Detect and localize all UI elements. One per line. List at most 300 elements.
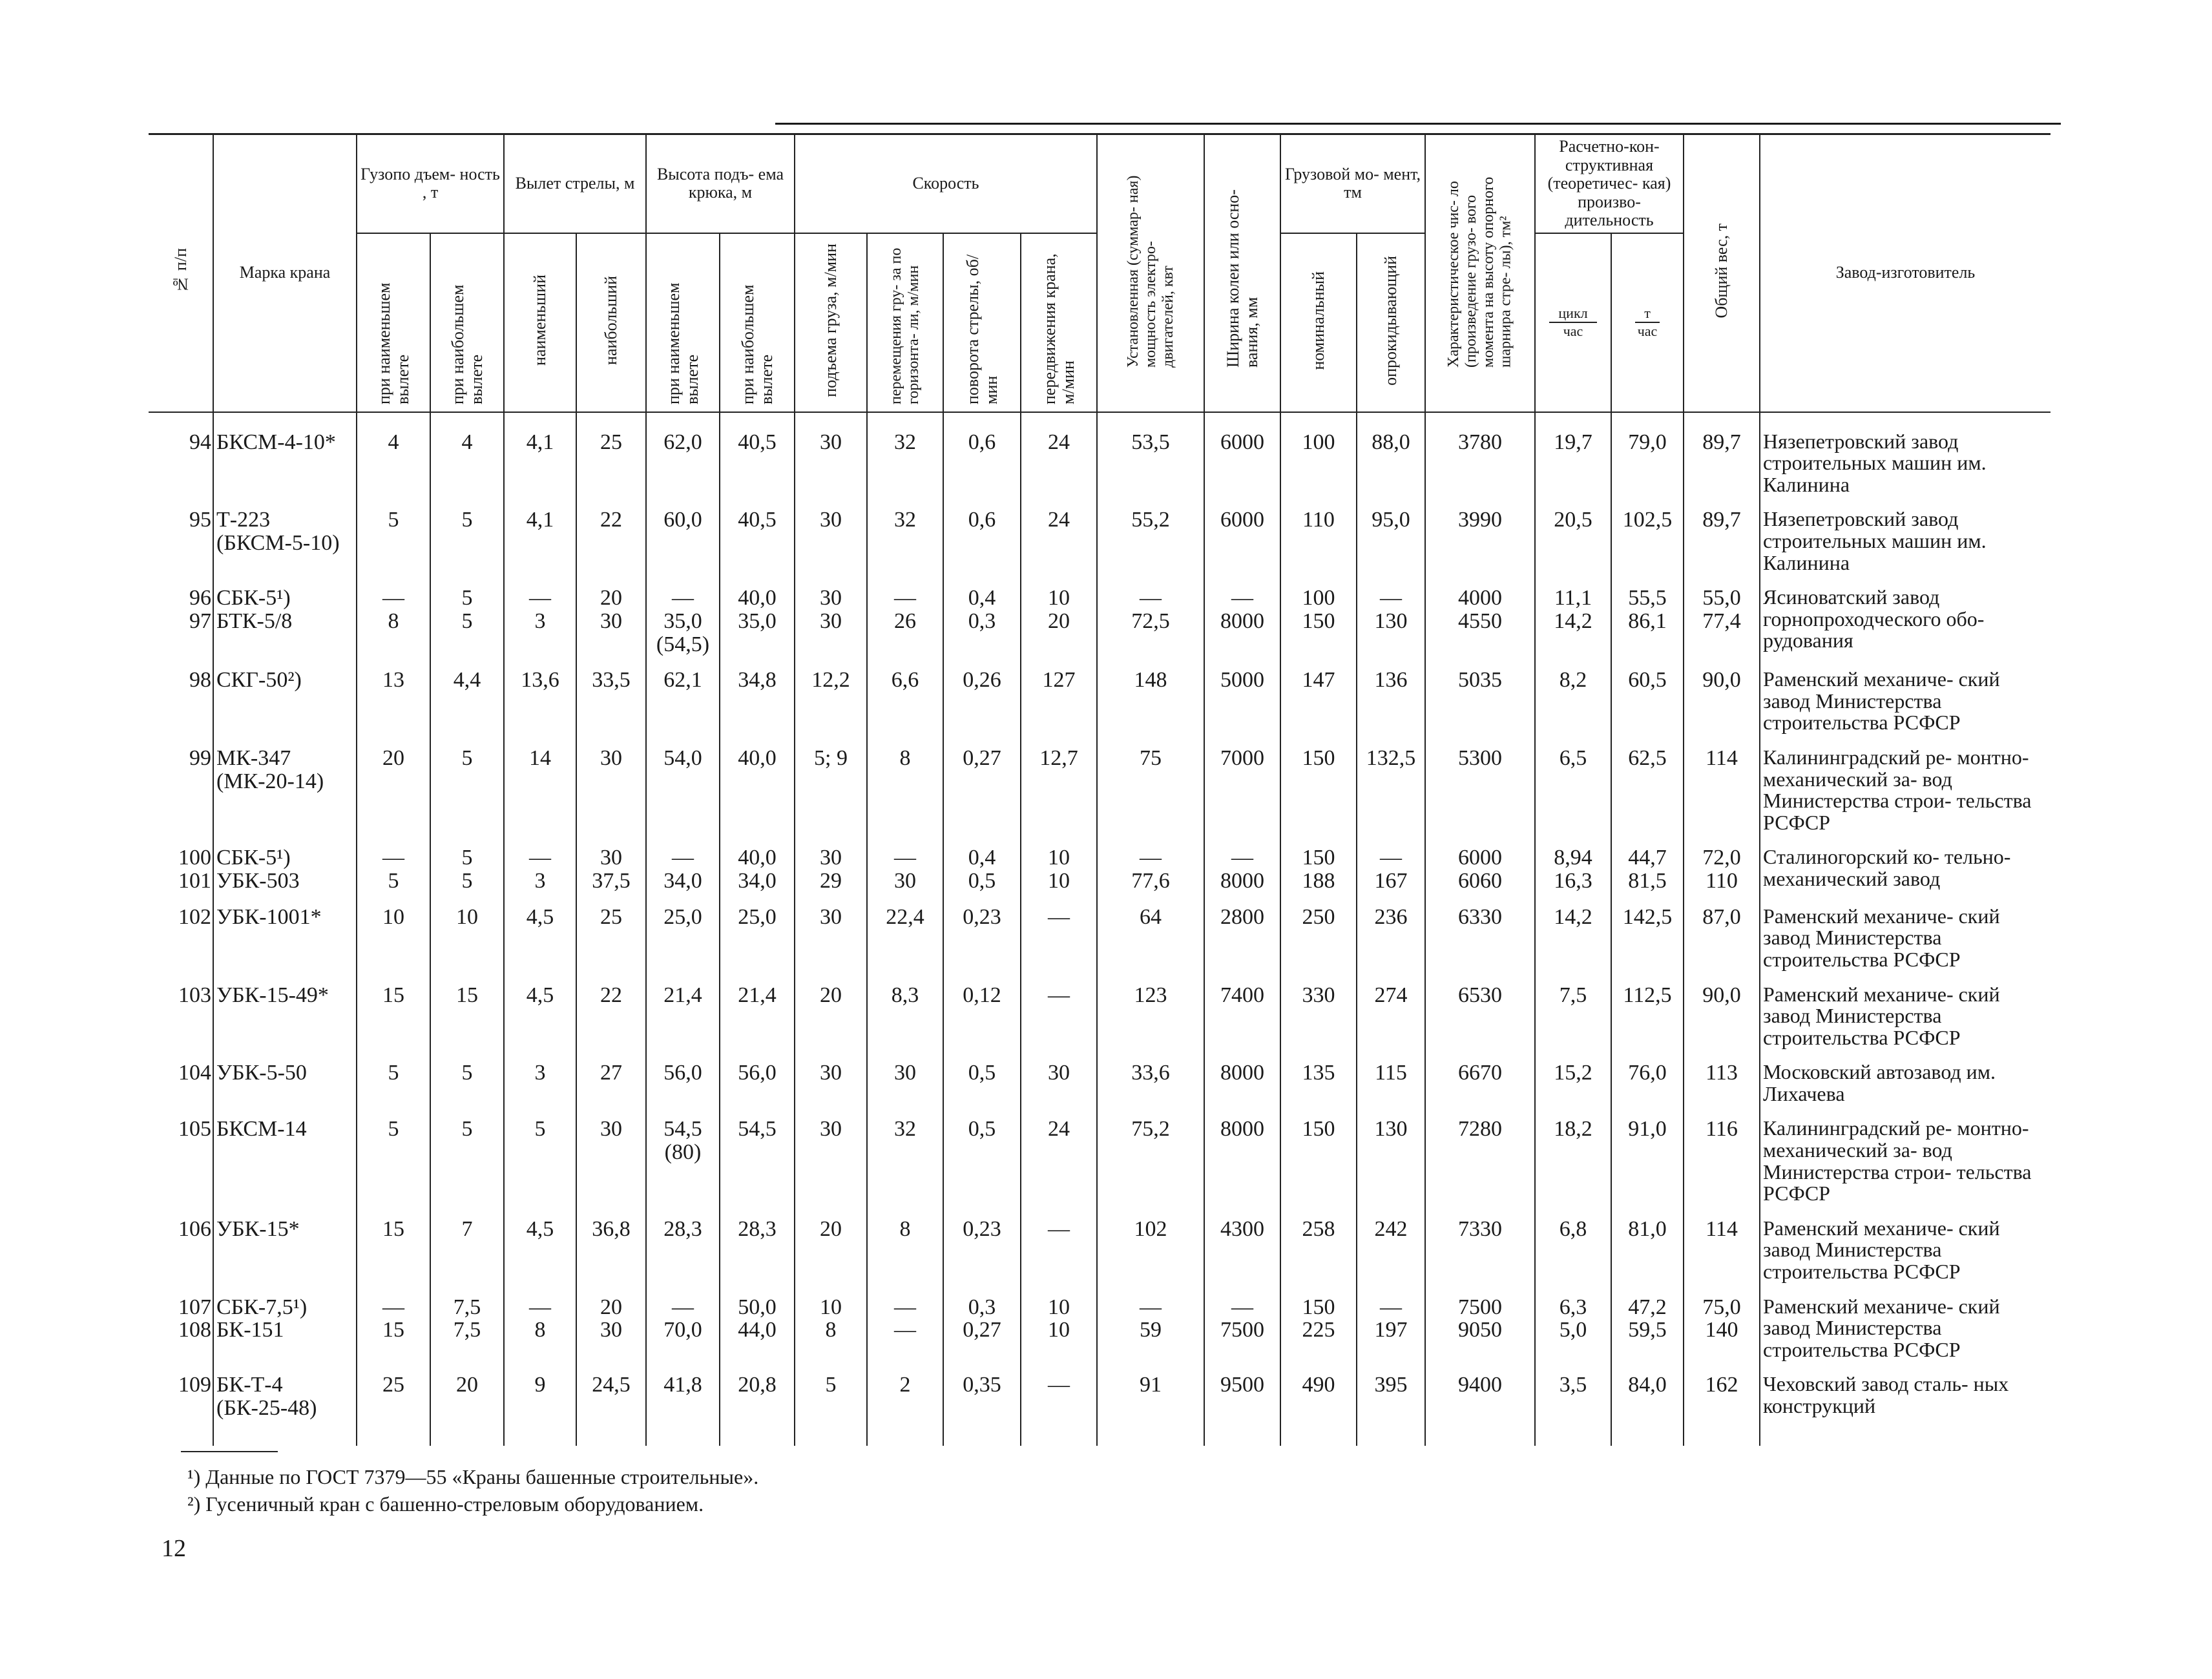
table-row [149, 412, 2050, 508]
cell-speed-rotate: 0,3 0,27 [943, 1295, 1021, 1373]
cell-moment-tipping: 136 [1357, 667, 1425, 746]
cell-speed-travel: 24 [1021, 507, 1097, 585]
cell-cap-max: 5 [430, 746, 504, 845]
cell-speed-move: 32 [867, 1116, 943, 1216]
table-row [149, 904, 2050, 983]
cell-speed-move: 32 [867, 412, 943, 508]
col-header-speed: Скорость [795, 134, 1097, 233]
cell-gauge: 7400 [1204, 983, 1280, 1061]
cell-prod-tons: 81,0 [1611, 1216, 1684, 1295]
page-number: 12 [162, 1535, 186, 1562]
cell-cap-max: 20 [430, 1372, 504, 1445]
cell-speed-travel: — [1021, 1216, 1097, 1295]
cell-speed-move: 32 [867, 507, 943, 585]
cell-moment-nominal: 110 [1280, 507, 1357, 585]
cell-moment-nominal: 100 150 [1280, 585, 1357, 667]
cell-num: 100 101 [178, 846, 211, 893]
cell-moment-nominal: 150 [1280, 746, 1357, 845]
table-body [149, 412, 2050, 1446]
cell-gauge: — 7500 [1204, 1295, 1280, 1373]
cell-speed-lift: 5 [795, 1372, 867, 1445]
cell-mark: СБК-5¹) БТК-5/8 [213, 585, 357, 667]
col-header-capacity: Гузопо дъем- ность , т [357, 134, 504, 233]
cell-speed-rotate: 0,4 0,3 [943, 585, 1021, 667]
table-row [149, 983, 2050, 1061]
cell-cap-min: 5 [357, 1116, 430, 1216]
cell-speed-travel: 24 [1021, 1116, 1097, 1216]
cell-maker: Калининградский ре- монтно-механический за- вод Министерства строи- тельства РСФСР [1760, 1116, 2050, 1216]
cell-cap-min: — 15 [357, 1295, 430, 1373]
cell-maker: Нязепетровский завод строительных машин им. Калинина [1760, 507, 2050, 585]
cell-power: 33,6 [1097, 1060, 1204, 1116]
cell-height-min: 54,5 (80) [646, 1116, 720, 1216]
fraction-tons: $\frac{т}{\text{час}}$ [1635, 305, 1660, 340]
cell-characteristic: 6530 [1425, 983, 1535, 1061]
cell-speed-lift: 10 8 [795, 1295, 867, 1373]
col-header-characteristic: Характеристическое чис- ло (произведение грузо- вого момента на высоту опорного шарнира стре- лы), тм² [1425, 134, 1535, 412]
cell-gauge: 8000 [1204, 1060, 1280, 1116]
cell-weight: 75,0 140 [1684, 1295, 1760, 1373]
cell-cap-min: 25 [357, 1372, 430, 1445]
cell-mark: СБК-5¹) УБК-503 [213, 845, 357, 904]
cell-prod-cycles: 14,2 [1535, 904, 1611, 983]
fraction-cycles: $\frac{\text{цикл}}{\text{час}}$ [1549, 305, 1596, 340]
cell-cap-max: 5 [430, 507, 504, 585]
cell-height-min: 21,4 [646, 983, 720, 1061]
cell-reach-min: 4,5 [504, 904, 576, 983]
cell-speed-rotate: 0,35 [943, 1372, 1021, 1445]
cell-cap-min: 10 [357, 904, 430, 983]
cell-speed-move: — 26 [867, 585, 943, 667]
cell-characteristic: 6330 [1425, 904, 1535, 983]
cell-moment-nominal: 258 [1280, 1216, 1357, 1295]
cell-power: — 59 [1097, 1295, 1204, 1373]
cell-speed-rotate: 0,5 [943, 1116, 1021, 1216]
col-header-prod-tons [1611, 233, 1684, 412]
cell-cap-min: 5 [357, 1060, 430, 1116]
cell-reach-max: 27 [576, 1060, 646, 1116]
cell-speed-move: 2 [867, 1372, 943, 1445]
cell-height-min: — 34,0 [646, 845, 720, 904]
footnotes [187, 1464, 758, 1517]
col-header-maker: Завод-изготовитель [1760, 134, 2050, 412]
cell-power: 75,2 [1097, 1116, 1204, 1216]
cell-cap-max: 4,4 [430, 667, 504, 746]
cell-num: 105 [178, 1117, 211, 1142]
cell-characteristic: 4000 4550 [1425, 585, 1535, 667]
cell-prod-tons: 44,7 81,5 [1611, 845, 1684, 904]
cell-speed-lift: 12,2 [795, 667, 867, 746]
cell-cap-max: 5 5 [430, 585, 504, 667]
cell-height-max: 54,5 [720, 1116, 795, 1216]
cell-reach-min: 4,5 [504, 983, 576, 1061]
cell-moment-nominal: 490 [1280, 1372, 1357, 1445]
cell-mark: УБК-5-50 [213, 1060, 357, 1116]
cell-maker: Раменский механиче- ский завод Министерства строительства РСФСР [1760, 983, 2050, 1061]
cell-prod-tons: 76,0 [1611, 1060, 1684, 1116]
cell-power: 53,5 [1097, 412, 1204, 508]
cell-power: 148 [1097, 667, 1204, 746]
col-header-speed-move: перемещения гру- за по горизонта- ли, м/мин [867, 233, 943, 412]
cell-power: 123 [1097, 983, 1204, 1061]
cell-moment-tipping: — 130 [1357, 585, 1425, 667]
cell-speed-lift: 20 [795, 1216, 867, 1295]
cell-gauge: 5000 [1204, 667, 1280, 746]
col-header-weight: Общий вес, т [1684, 134, 1760, 412]
cell-cap-max: 5 [430, 1116, 504, 1216]
cell-prod-cycles: 20,5 [1535, 507, 1611, 585]
table-row [149, 1295, 2050, 1373]
cell-height-max: 21,4 [720, 983, 795, 1061]
cell-maker: Раменский механиче- ский завод Министерства строительства РСФСР [1760, 1295, 2050, 1373]
cell-gauge: 9500 [1204, 1372, 1280, 1445]
cell-gauge: 6000 [1204, 412, 1280, 508]
cell-num: 102 [178, 904, 211, 929]
cell-gauge: 6000 [1204, 507, 1280, 585]
cell-moment-tipping: 242 [1357, 1216, 1425, 1295]
cell-weight: 89,7 [1684, 412, 1760, 508]
cell-speed-lift: 30 [795, 904, 867, 983]
cell-reach-max: 30 37,5 [576, 845, 646, 904]
cell-prod-cycles: 6,3 5,0 [1535, 1295, 1611, 1373]
cell-cap-min: 13 [357, 667, 430, 746]
cell-prod-tons: 112,5 [1611, 983, 1684, 1061]
cell-characteristic: 7280 [1425, 1116, 1535, 1216]
cell-maker: Чеховский завод сталь- ных конструкций [1760, 1372, 2050, 1445]
col-header-moment: Грузовой мо- мент, тм [1280, 134, 1425, 233]
cell-mark: Т-223 (БКСМ-5-10) [213, 507, 357, 585]
cell-mark: СКГ-50²) [213, 667, 357, 746]
cell-moment-tipping: — 197 [1357, 1295, 1425, 1373]
cell-cap-min: 20 [357, 746, 430, 845]
cell-speed-rotate: 0,4 0,5 [943, 845, 1021, 904]
cell-height-min: 60,0 [646, 507, 720, 585]
cell-maker: Калининградский ре- монтно-механический за- вод Министерства строи- тельства РСФСР [1760, 746, 2050, 845]
footnote-rule [181, 1451, 278, 1452]
cell-height-max: 40,5 [720, 412, 795, 508]
cell-reach-min: 4,1 [504, 507, 576, 585]
cell-reach-min: 9 [504, 1372, 576, 1445]
cell-prod-cycles: 7,5 [1535, 983, 1611, 1061]
cell-height-min: 41,8 [646, 1372, 720, 1445]
cell-reach-max: 24,5 [576, 1372, 646, 1445]
cell-gauge: — 8000 [1204, 845, 1280, 904]
cell-speed-travel: — [1021, 1372, 1097, 1445]
cell-height-min: 28,3 [646, 1216, 720, 1295]
col-header-height: Высота подъ- ема крюка, м [646, 134, 795, 233]
cell-speed-travel: 30 [1021, 1060, 1097, 1116]
table-row [149, 1060, 2050, 1116]
cell-speed-rotate: 0,6 [943, 412, 1021, 508]
cell-speed-move: 8,3 [867, 983, 943, 1061]
top-rule [775, 123, 2061, 125]
cell-speed-move: 22,4 [867, 904, 943, 983]
col-header-mark: Марка крана [213, 134, 357, 412]
cell-mark: МК-347 (МК-20-14) [213, 746, 357, 845]
cell-speed-lift: 30 [795, 507, 867, 585]
cell-speed-travel: 12,7 [1021, 746, 1097, 845]
cell-speed-travel: — [1021, 904, 1097, 983]
cell-height-min: 56,0 [646, 1060, 720, 1116]
cell-weight: 87,0 [1684, 904, 1760, 983]
cell-height-min: — 35,0 (54,5) [646, 585, 720, 667]
cell-weight: 114 [1684, 746, 1760, 845]
cell-moment-tipping: 95,0 [1357, 507, 1425, 585]
cell-maker: Сталиногорский ко- тельно-механический завод [1760, 845, 2050, 904]
cell-speed-lift: 20 [795, 983, 867, 1061]
cell-mark: УБК-15-49* [213, 983, 357, 1061]
cell-height-max: 40,5 [720, 507, 795, 585]
cell-speed-travel: 24 [1021, 412, 1097, 508]
cell-power: 91 [1097, 1372, 1204, 1445]
cell-mark: УБК-15* [213, 1216, 357, 1295]
cell-reach-min: — 3 [504, 845, 576, 904]
cell-characteristic: 6670 [1425, 1060, 1535, 1116]
cell-height-min: — 70,0 [646, 1295, 720, 1373]
cell-cap-max: 10 [430, 904, 504, 983]
table-row [149, 1116, 2050, 1216]
col-header-reach-max: наибольший [576, 233, 646, 412]
cell-speed-lift: 30 [795, 1060, 867, 1116]
cell-cap-min: — 8 [357, 585, 430, 667]
cell-speed-rotate: 0,6 [943, 507, 1021, 585]
cell-gauge: — 8000 [1204, 585, 1280, 667]
col-header-speed-travel: передвижения крана, м/мин [1021, 233, 1097, 412]
cell-speed-lift: 30 [795, 1116, 867, 1216]
cell-mark: УБК-1001* [213, 904, 357, 983]
cell-speed-rotate: 0,26 [943, 667, 1021, 746]
cell-power: 102 [1097, 1216, 1204, 1295]
cell-height-max: 25,0 [720, 904, 795, 983]
cell-prod-tons: 142,5 [1611, 904, 1684, 983]
cell-reach-max: 22 [576, 507, 646, 585]
col-header-moment-tipping: опрокидывающий [1357, 233, 1425, 412]
cell-moment-tipping: 130 [1357, 1116, 1425, 1216]
cell-num: 103 [178, 983, 211, 1007]
cell-weight: 116 [1684, 1116, 1760, 1216]
col-header-cap-max: при наибольшем вылете [430, 233, 504, 412]
cell-cap-min: 4 [357, 412, 430, 508]
cell-moment-tipping: 115 [1357, 1060, 1425, 1116]
cell-height-max: 40,0 35,0 [720, 585, 795, 667]
cell-weight: 72,0 110 [1684, 845, 1760, 904]
col-header-height-min: при наименьшем вылете [646, 233, 720, 412]
cell-cap-max: 5 5 [430, 845, 504, 904]
cell-cap-max: 7,5 7,5 [430, 1295, 504, 1373]
col-header-speed-lift: подъема груза, м/мин [795, 233, 867, 412]
cell-gauge: 8000 [1204, 1116, 1280, 1216]
cell-num: 109 [178, 1373, 211, 1397]
table-row [149, 1216, 2050, 1295]
cell-reach-max: 33,5 [576, 667, 646, 746]
footnote-1: ¹) Данные по ГОСТ 7379—55 «Краны башенные строительные». [187, 1465, 759, 1488]
cell-speed-move: — 30 [867, 845, 943, 904]
cell-height-max: 20,8 [720, 1372, 795, 1445]
cell-prod-tons: 102,5 [1611, 507, 1684, 585]
cell-mark: БКСМ-14 [213, 1116, 357, 1216]
cell-prod-cycles: 6,8 [1535, 1216, 1611, 1295]
cell-weight: 89,7 [1684, 507, 1760, 585]
crane-table-wrapper [149, 133, 2050, 1446]
cell-speed-travel: 10 10 [1021, 845, 1097, 904]
cell-num: 107 108 [178, 1295, 211, 1342]
cell-moment-tipping: 132,5 [1357, 746, 1425, 845]
cell-speed-travel: — [1021, 983, 1097, 1061]
table-row [149, 746, 2050, 845]
cell-moment-nominal: 330 [1280, 983, 1357, 1061]
footnote-2: ²) Гусеничный кран с башенно-стреловым оборудованием. [187, 1492, 704, 1516]
cell-characteristic: 9400 [1425, 1372, 1535, 1445]
cell-reach-min: 4,5 [504, 1216, 576, 1295]
cell-prod-tons: 47,2 59,5 [1611, 1295, 1684, 1373]
cell-weight: 90,0 [1684, 983, 1760, 1061]
cell-prod-cycles: 8,94 16,3 [1535, 845, 1611, 904]
cell-weight: 114 [1684, 1216, 1760, 1295]
cell-prod-tons: 55,5 86,1 [1611, 585, 1684, 667]
cell-speed-lift: 5; 9 [795, 746, 867, 845]
cell-cap-min: 15 [357, 983, 430, 1061]
cell-height-max: 40,0 [720, 746, 795, 845]
cell-power: 75 [1097, 746, 1204, 845]
col-header-prod-cycles [1535, 233, 1611, 412]
cell-num: 94 [189, 430, 211, 454]
cell-weight: 162 [1684, 1372, 1760, 1445]
cell-moment-nominal: 147 [1280, 667, 1357, 746]
cell-gauge: 2800 [1204, 904, 1280, 983]
cell-prod-cycles: 19,7 [1535, 412, 1611, 508]
cell-characteristic: 7500 9050 [1425, 1295, 1535, 1373]
cell-num: 104 [178, 1061, 211, 1085]
cell-reach-min: 4,1 [504, 412, 576, 508]
crane-specs-table [149, 133, 2050, 1446]
col-header-speed-rotate: поворота стрелы, об/мин [943, 233, 1021, 412]
col-header-reach: Вылет стрелы, м [504, 134, 646, 233]
cell-power: — 72,5 [1097, 585, 1204, 667]
cell-reach-min: 5 [504, 1116, 576, 1216]
col-header-productivity: Расчетно-кон- структивная (теоретичес- кая) произво- дительность [1535, 134, 1684, 233]
cell-cap-max: 15 [430, 983, 504, 1061]
cell-num: 96 97 [189, 586, 211, 633]
cell-height-max: 56,0 [720, 1060, 795, 1116]
cell-cap-max: 7 [430, 1216, 504, 1295]
cell-characteristic: 3990 [1425, 507, 1535, 585]
cell-speed-move: 8 [867, 746, 943, 845]
cell-reach-max: 20 30 [576, 585, 646, 667]
cell-weight: 113 [1684, 1060, 1760, 1116]
cell-maker: Раменский механиче- ский завод Министерства строительства РСФСР [1760, 904, 2050, 983]
table-row [149, 1372, 2050, 1445]
cell-prod-cycles: 3,5 [1535, 1372, 1611, 1445]
cell-speed-lift: 30 29 [795, 845, 867, 904]
cell-reach-max: 20 30 [576, 1295, 646, 1373]
cell-reach-max: 25 [576, 904, 646, 983]
cell-mark: БК-Т-4 (БК-25-48) [213, 1372, 357, 1445]
cell-speed-rotate: 0,23 [943, 904, 1021, 983]
cell-moment-tipping: — 167 [1357, 845, 1425, 904]
cell-mark: СБК-7,5¹) БК-151 [213, 1295, 357, 1373]
cell-reach-max: 30 [576, 746, 646, 845]
cell-moment-tipping: 88,0 [1357, 412, 1425, 508]
cell-prod-tons: 91,0 [1611, 1116, 1684, 1216]
cell-maker: Раменский механиче- ский завод Министерства строительства РСФСР [1760, 667, 2050, 746]
cell-speed-lift: 30 30 [795, 585, 867, 667]
cell-moment-nominal: 150 188 [1280, 845, 1357, 904]
cell-maker: Нязепетровский завод строительных машин им. Калинина [1760, 412, 2050, 508]
cell-num: 98 [189, 668, 211, 693]
cell-weight: 90,0 [1684, 667, 1760, 746]
cell-height-min: 25,0 [646, 904, 720, 983]
col-header-num: № п/п [149, 134, 213, 412]
cell-reach-max: 36,8 [576, 1216, 646, 1295]
cell-power: 64 [1097, 904, 1204, 983]
table-row [149, 585, 2050, 667]
cell-speed-travel: 127 [1021, 667, 1097, 746]
cell-cap-min: 5 [357, 507, 430, 585]
cell-prod-cycles: 8,2 [1535, 667, 1611, 746]
cell-speed-travel: 10 20 [1021, 585, 1097, 667]
cell-gauge: 7000 [1204, 746, 1280, 845]
cell-prod-cycles: 6,5 [1535, 746, 1611, 845]
cell-speed-lift: 30 [795, 412, 867, 508]
cell-speed-rotate: 0,23 [943, 1216, 1021, 1295]
cell-prod-tons: 62,5 [1611, 746, 1684, 845]
cell-cap-min: 15 [357, 1216, 430, 1295]
col-header-cap-min: при наименьшем вылете [357, 233, 430, 412]
cell-moment-tipping: 274 [1357, 983, 1425, 1061]
cell-speed-move: 6,6 [867, 667, 943, 746]
cell-reach-max: 25 [576, 412, 646, 508]
cell-height-min: 62,1 [646, 667, 720, 746]
cell-characteristic: 3780 [1425, 412, 1535, 508]
cell-moment-nominal: 150 225 [1280, 1295, 1357, 1373]
cell-characteristic: 7330 [1425, 1216, 1535, 1295]
cell-height-max: 34,8 [720, 667, 795, 746]
cell-reach-min: 14 [504, 746, 576, 845]
col-header-reach-min: наименьший [504, 233, 576, 412]
cell-moment-nominal: 250 [1280, 904, 1357, 983]
table-row [149, 507, 2050, 585]
cell-speed-move: 8 [867, 1216, 943, 1295]
cell-maker: Ясиноватский завод горнопроходческого обо- рудования [1760, 585, 2050, 667]
cell-reach-min: — 3 [504, 585, 576, 667]
cell-power: — 77,6 [1097, 845, 1204, 904]
cell-moment-nominal: 150 [1280, 1116, 1357, 1216]
cell-speed-travel: 10 10 [1021, 1295, 1097, 1373]
cell-height-min: 62,0 [646, 412, 720, 508]
cell-speed-rotate: 0,12 [943, 983, 1021, 1061]
cell-maker: Московский автозавод им. Лихачева [1760, 1060, 2050, 1116]
cell-height-min: 54,0 [646, 746, 720, 845]
cell-moment-nominal: 100 [1280, 412, 1357, 508]
cell-prod-tons: 79,0 [1611, 412, 1684, 508]
cell-reach-min: — 8 [504, 1295, 576, 1373]
cell-num: 95 [189, 508, 211, 532]
cell-speed-rotate: 0,5 [943, 1060, 1021, 1116]
cell-height-max: 50,0 44,0 [720, 1295, 795, 1373]
cell-prod-tons: 60,5 [1611, 667, 1684, 746]
table-row [149, 845, 2050, 904]
cell-height-max: 28,3 [720, 1216, 795, 1295]
cell-cap-max: 4 [430, 412, 504, 508]
cell-prod-cycles: 11,1 14,2 [1535, 585, 1611, 667]
cell-cap-min: — 5 [357, 845, 430, 904]
cell-num: 99 [189, 746, 211, 770]
cell-characteristic: 6000 6060 [1425, 845, 1535, 904]
cell-moment-tipping: 395 [1357, 1372, 1425, 1445]
cell-reach-max: 22 [576, 983, 646, 1061]
cell-weight: 55,0 77,4 [1684, 585, 1760, 667]
cell-maker: Раменский механиче- ский завод Министерства строительства РСФСР [1760, 1216, 2050, 1295]
